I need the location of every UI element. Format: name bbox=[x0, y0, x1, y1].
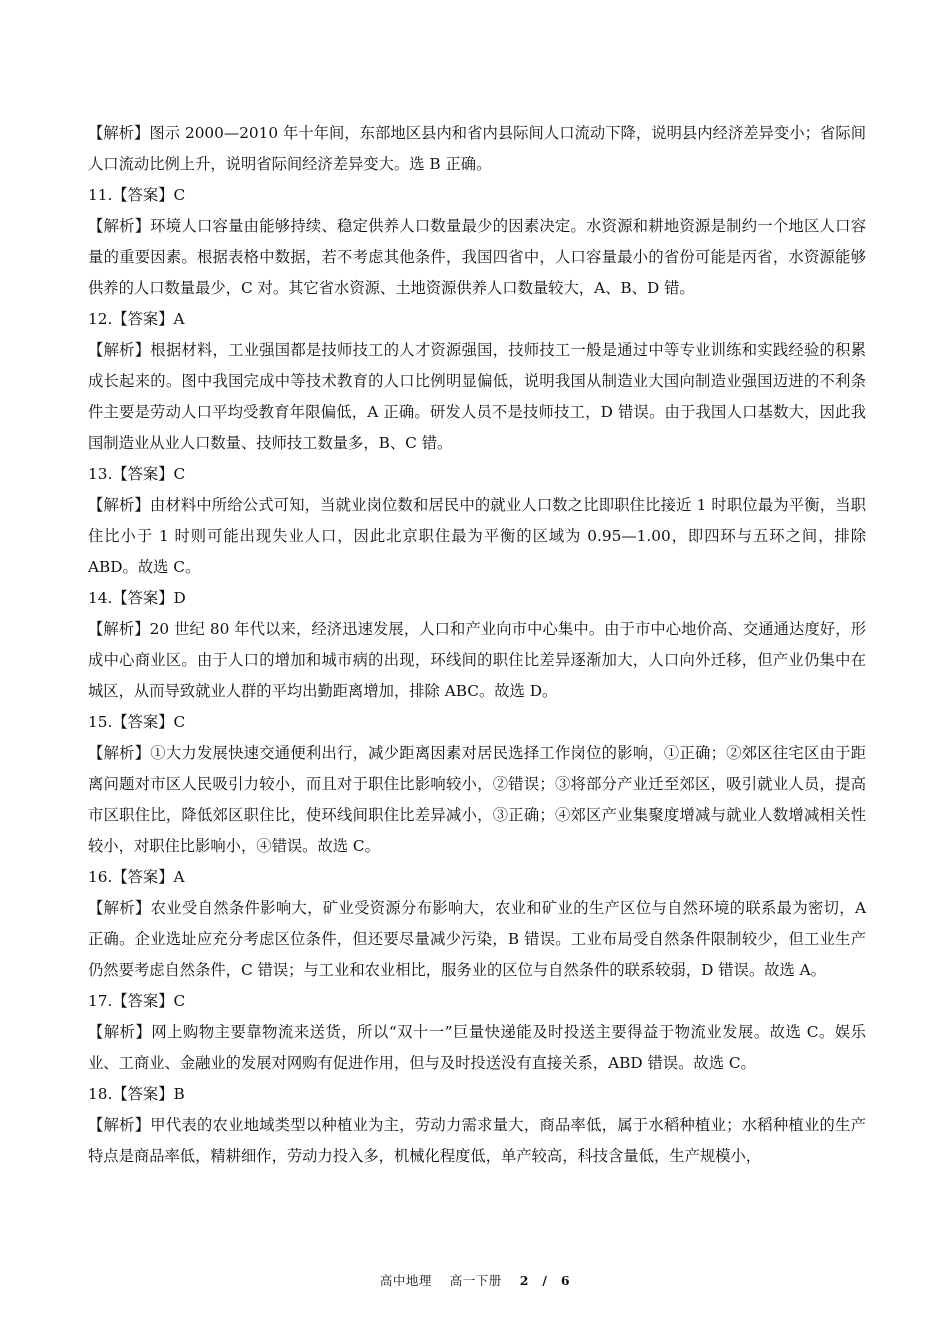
answer-line-18: 18.【答案】B bbox=[88, 1085, 185, 1103]
answer-line-15: 15.【答案】C bbox=[88, 713, 186, 731]
footer-grade: 高一下册 bbox=[449, 1273, 502, 1288]
analysis-paragraph: 【解析】由材料中所给公式可知，当就业岗位数和居民中的就业人口数之比即职住比接近 1 时职位最为平衡，当职住比小于 1 时则可能出现失业人口，因此北京职住最为平衡的区域为 0.95—1.00，即四环与五环之间，排除 ABD。故选 C。 bbox=[88, 496, 866, 576]
analysis-paragraph: 【解析】网上购物主要靠物流来送货，所以“双十一”巨量快递能及时投送主要得益于物流业发展。故选 C。娱乐业、工商业、金融业的发展对网购有促进作用，但与及时投送没有直接关系，ABD 错误。故选 C。 bbox=[88, 1023, 866, 1072]
analysis-paragraph: 【解析】甲代表的农业地域类型以种植业为主，劳动力需求量大，商品率低，属于水稻种植业；水稻种植业的生产特点是商品率低，精耕细作，劳动力投入多，机械化程度低，单产较高，科技含量低，生产规模小， bbox=[88, 1116, 866, 1165]
analysis-paragraph: 【解析】①大力发展快速交通便利出行，减少距离因素对居民选择工作岗位的影响，①正确；②郊区往宅区由于距离问题对市区人民吸引力较小，而且对于职住比影响较小，②错误；③将部分产业迁至郊区，吸引就业人员，提高市区职住比，降低郊区职住比，使环线间职住比差异减小，③正确；④郊区产业集聚度增减与就业人数增减相关性较小，对职住比影响小，④错误。故选 C。 bbox=[88, 744, 866, 855]
answer-analysis-body bbox=[88, 118, 866, 1172]
answer-line-11: 11.【答案】C bbox=[88, 186, 186, 204]
analysis-paragraph: 【解析】20 世纪 80 年代以来，经济迅速发展，人口和产业向市中心集中。由于市中心地价高、交通通达度好，形成中心商业区。由于人口的增加和城市病的出现，环线间的职住比差异逐渐加大，人口向外迁移，但产业仍集中在城区，从而导致就业人群的平均出勤距离增加，排除 ABC。故选 D。 bbox=[88, 620, 866, 700]
analysis-paragraph: 【解析】农业受自然条件影响大，矿业受资源分布影响大，农业和矿业的生产区位与自然环境的联系最为密切，A 正确。企业选址应充分考虑区位条件，但还要尽量减少污染，B 错误。工业布局受自然条件限制较少，但工业生产仍然要考虑自然条件，C 错误；与工业和农业相比，服务业的区位与自然条件的联系较弱，D 错误。故选 A。 bbox=[88, 899, 866, 979]
analysis-paragraph: 【解析】图示 2000—2010 年十年间，东部地区县内和省内县际间人口流动下降，说明县内经济差异变小；省际间人口流动比例上升，说明省际间经济差异变大。选 B 正确。 bbox=[88, 124, 866, 173]
answer-line-17: 17.【答案】C bbox=[88, 992, 186, 1010]
footer-page-total: 6 bbox=[560, 1273, 571, 1288]
analysis-paragraph: 【解析】根据材料，工业强国都是技师技工的人才资源强国，技师技工一般是通过中等专业训练和实践经验的积累成长起来的。图中我国完成中等技术教育的人口比例明显偏低，说明我国从制造业大国向制造业强国迈进的不利条件主要是劳动人口平均受教育年限偏低，A 正确。研发人员不是技师技工，D 错误。由于我国人口基数大，因此我国制造业从业人口数量、技师技工数量多，B、C 错。 bbox=[88, 341, 866, 452]
analysis-paragraph: 【解析】环境人口容量由能够持续、稳定供养人口数量最少的因素决定。水资源和耕地资源是制约一个地区人口容量的重要因素。根据表格中数据，若不考虑其他条件，我国四省中，人口容量最小的省份可能是丙省，水资源能够供养的人口数量最少，C 对。其它省水资源、土地资源供养人口数量较大，A、B、D 错。 bbox=[88, 217, 866, 297]
footer-page-current: 2 bbox=[519, 1273, 529, 1288]
page-footer bbox=[0, 1271, 950, 1289]
answer-line-16: 16.【答案】A bbox=[88, 868, 185, 886]
answer-line-12: 12.【答案】A bbox=[88, 310, 185, 328]
answer-line-13: 13.【答案】C bbox=[88, 465, 186, 483]
footer-subject: 高中地理 bbox=[379, 1273, 432, 1288]
answer-line-14: 14.【答案】D bbox=[88, 589, 186, 607]
footer-page-separator: / bbox=[542, 1273, 548, 1288]
